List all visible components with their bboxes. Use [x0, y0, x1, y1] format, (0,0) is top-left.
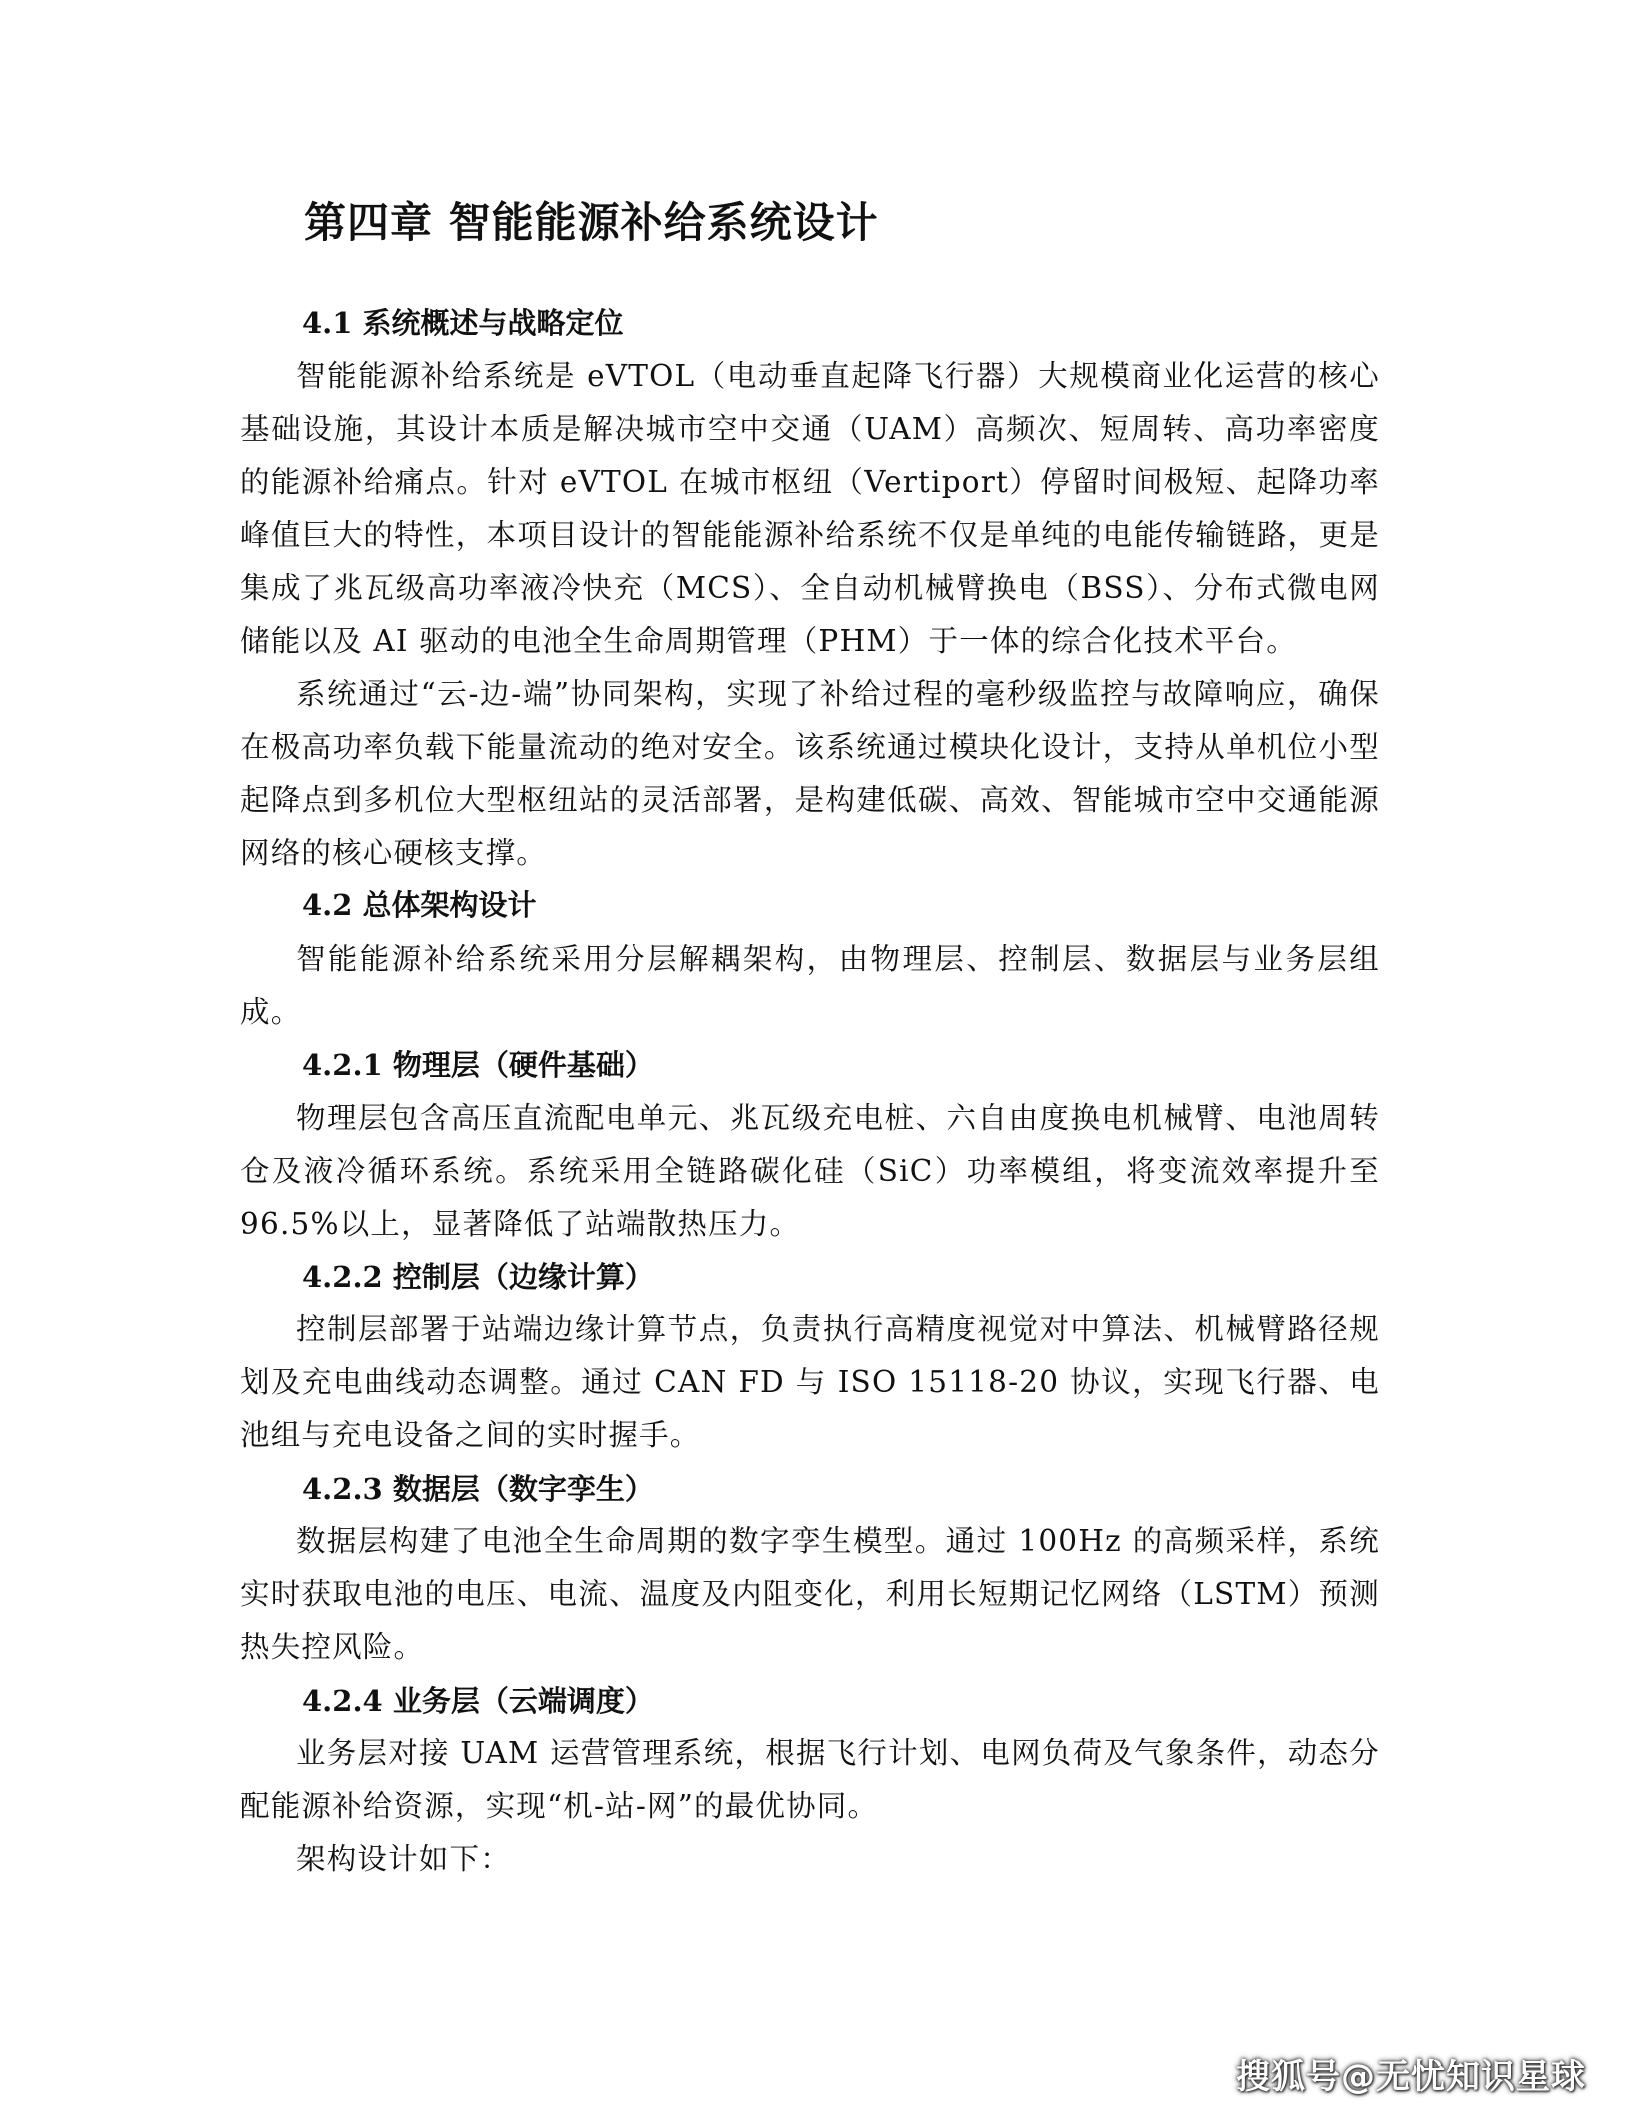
watermark: 搜狐号@无忧知识星球: [1236, 2057, 1586, 2097]
section-heading-4-2-4: 4.2.4 业务层（云端调度）: [302, 1684, 654, 1718]
section-heading-4-2-3: 4.2.3 数据层（数字孪生）: [302, 1472, 654, 1506]
paragraph: 智能能源补给系统是 eVTOL（电动垂直起降飞行器）大规模商业化运营的核心基础设施，其设计本质是解决城市空中交通（UAM）高频次、短周转、高功率密度的能源补给痛点。针对 eVTOL 在城市枢纽（Vertiport）停留时间极短、起降功率峰值巨大的特性，本项目设计的智能能源补给系统不仅是单纯的电能传输链路，更是集成了兆瓦级高功率液冷快充（MCS）、全自动机械臂换电（BSS）、分布式微电网储能以及 AI 驱动的电池全生命周期管理（PHM）于一体的综合化技术平台。: [240, 359, 1380, 658]
section-heading-4-2-2: 4.2.2 控制层（边缘计算）: [302, 1260, 654, 1294]
paragraph: 智能能源补给系统采用分层解耦架构，由物理层、控制层、数据层与业务层组成。: [240, 942, 1380, 1029]
paragraph: 架构设计如下：: [296, 1842, 511, 1876]
paragraph: 控制层部署于站端边缘计算节点，负责执行高精度视觉对中算法、机械臂路径规划及充电曲线动态调整。通过 CAN FD 与 ISO 15118-20 协议，实现飞行器、电池组与充电设备之间的实时握手。: [240, 1312, 1380, 1452]
section-heading-4-1: 4.1 系统概述与战略定位: [302, 306, 624, 340]
chapter-title: 第四章 智能能源补给系统设计: [304, 198, 879, 247]
paragraph: 数据层构建了电池全生命周期的数字孪生模型。通过 100Hz 的高频采样，系统实时获取电池的电压、电流、温度及内阻变化，利用长短期记忆网络（LSTM）预测热失控风险。: [240, 1524, 1380, 1664]
paragraph: 系统通过“云-边-端”协同架构，实现了补给过程的毫秒级监控与故障响应，确保在极高功率负载下能量流动的绝对安全。该系统通过模块化设计，支持从单机位小型起降点到多机位大型枢纽站的灵活部署，是构建低碳、高效、智能城市空中交通能源网络的核心硬核支撑。: [240, 677, 1380, 870]
paragraph: 业务层对接 UAM 运营管理系统，根据飞行计划、电网负荷及气象条件，动态分配能源补给资源，实现“机-站-网”的最优协同。: [240, 1736, 1380, 1823]
section-heading-4-2: 4.2 总体架构设计: [302, 888, 537, 922]
paragraph: 物理层包含高压直流配电单元、兆瓦级充电桩、六自由度换电机械臂、电池周转仓及液冷循环系统。系统采用全链路碳化硅（SiC）功率模组，将变流效率提升至 96.5%以上，显著降低了站端散热压力。: [240, 1101, 1380, 1241]
section-heading-4-2-1: 4.2.1 物理层（硬件基础）: [302, 1048, 654, 1082]
